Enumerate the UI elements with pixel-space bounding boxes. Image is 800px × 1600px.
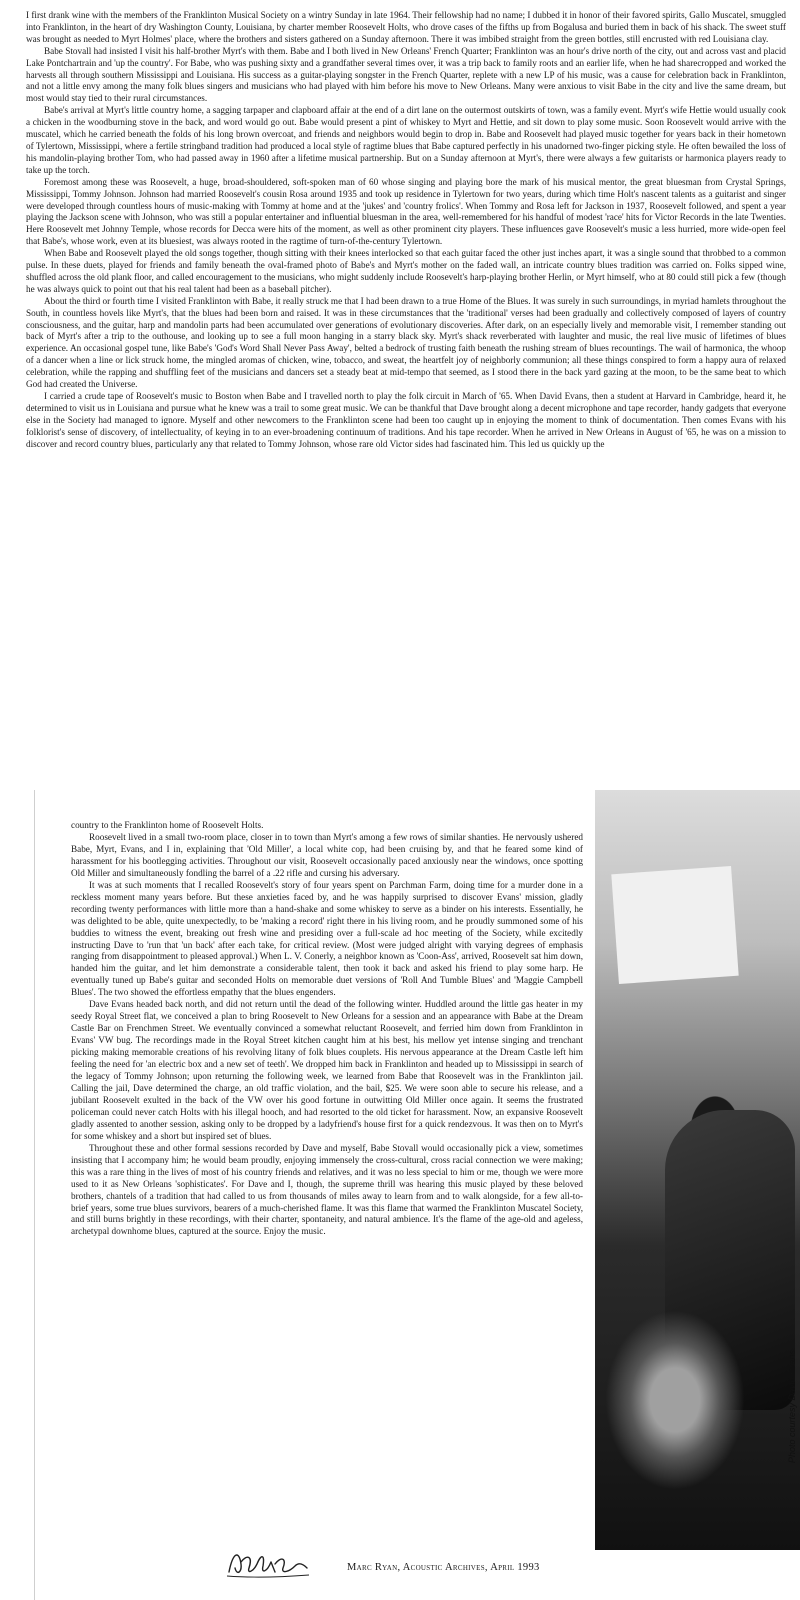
paragraph: I carried a crude tape of Roosevelt's music to Boston when Babe and I travelled north to play the folk circuit in March of '65. When David Evans, then a student at Harvard in Cambridge, heard it, he determined to visit us in Louisiana and pursue what he knew was a trail to some great music. We can be thankful that Dave brought along a decent microphone and tape recorder, handy gadgets that everyone else in the Society had managed to ignore. Myself and other newcomers to the Franklinton scene had been too caught up in enjoying the moment to think of documentation. Then comes Evans with his folklorist's sense of discovery, of intellectuality, of keying in to an ever-broadening continuum of traditions. And his tape recorder. When he arrived in New Orleans in August of '65, he was on a mission to discover and record country blues, particularly any that related to Tommy Johnson, whose rare old Victor sides had fascinated him. This led us quickly up the <box>26 391 786 449</box>
page-gap <box>0 772 800 790</box>
paragraph: Babe Stovall had insisted I visit his half-brother Myrt's with them. Babe and I both lived in New Orleans' French Quarter; Franklinton was an hour's drive north of the city, out and across vast and placid Lake Pontchartrain and 'up the country'. For Babe, who was pushing sixty and a grandfather several times over, it was a trip back to family roots and an earlier life, when he had sharecropped and worked the harvests all through southern Mississippi and Louisiana. His success as a guitar-playing songster in the French Quarter, replete with a new LP of his music, was a cause for celebration back in Franklinton, and not a little envy among the many folk blues singers and musicians who had played with him before his move to New Orleans. Many were anxious to visit Babe in the city and live the same dream, but most would stay tied to their rural circumstances. <box>26 45 786 104</box>
paragraph: Babe's arrival at Myrt's little country home, a sagging tarpaper and clapboard affair at the end of a dirt lane on the outermost outskirts of town, was a family event. Myrt's wife Hettie would usually cook a chicken in the woodburning stove in the back, and word would go out. Babe would present a pint of whiskey to Myrt and Hettie, and sit down to play some music. Soon Roosevelt would arrive with the muscatel, which he carried beneath the folds of his long brown overcoat, and friends and neighbors would begin to drop in. Babe and Roosevelt had played music together for years back in their hometown of Tylertown, Mississippi, where a fertile stringband tradition had produced a local style of ragtime blues that Babe captured perfectly in his unadorned two-finger picking style. He often bewailed the loss of his mandolin-playing brother Tom, who had passed away in 1960 after a lifetime musical partnership. But on a Sunday afternoon at Myrt's, there were always a few guitarists or harmonica players ready to take up the torch. <box>26 105 786 175</box>
photo-guitar <box>605 1310 745 1490</box>
photo-credit: Photo courtesy David Evans <box>787 1350 797 1464</box>
page-1-text-column <box>26 10 786 451</box>
paragraph: Roosevelt lived in a small two-room place, closer in to town than Myrt's among a few rows of similar shanties. He nervously ushered Babe, Myrt, Evans, and I in, explaining that 'Old Miller', a local white cop, had been cruising by, and that he feared some kind of harassment for his bootlegging activities. Throughout our visit, Roosevelt occasionally paced anxiously near the windows, once spotting Old Miller and simultaneously fondling the barrel of a .22 rifle and cursing his adversary. <box>71 831 583 878</box>
paragraph: Foremost among these was Roosevelt, a huge, broad-shouldered, soft-spoken man of 60 whose singing and playing bore the mark of his musical mentor, the great bluesman from Crystal Springs, Mississippi, Tommy Johnson. Johnson had married Roosevelt's cousin Rosa around 1935 and took up residence in Tylertown for two years, during which time Holt's nascent talents as a guitarist and singer were developed through countless hours of music-making with Tommy at home and at the 'jukes' and 'country frolics'. When Tommy and Rosa left for Jackson in 1937, Roosevelt followed, and spent a year playing the Jackson scene with Johnson, who was still a popular entertainer and influential bluesman in the area, well-remembered for his handful of modest 'race' hits for Victor Records in the late Twenties. Here Roosevelt met Johnny Temple, whose records for Decca were hits of the moment, as well as other prominent city players. These influences gave Roosevelt's music a less hurried, more wide-open feel that Babe's, whose work, even at its bluesiest, was always rooted in the ragtime of turn-of-the-century Tylertown. <box>26 176 786 247</box>
photo-window-highlight <box>611 866 738 984</box>
liner-notes-page-2 <box>34 790 800 1600</box>
paragraph: It was at such moments that I recalled Roosevelt's story of four years spent on Parchman Farm, doing time for a murder done in a reckless moment many years before. But these anxieties faced by, and he was happily surprised to discover Evans' mission, gladly recording twenty performances with little more than a hand-shake and some whiskey to serve as a binder on his interests. Essentially, he was delighted to be able, quite unexpectedly, to be 'making a record' right there in his living room, and he proudly summoned some of his buddies to witness the event, breaking out fresh wine and presiding over a full-scale ad hoc meeting of the Society, while excitedly instructing Dave to 'run that 'un back' after each take, for critical review. (Most were judged alright with varying degrees of emphasis ranging from disappointment to pleased approval.) When L. V. Conerly, a neighbor known as 'Coon-Ass', arrived, Roosevelt sat him down, handed him the guitar, and let him demonstrate a considerable talent, then took it back and asked his friend to play some harp. He eventually tuned up Babe's guitar and seconded Holts on memorable duet versions of 'Roll And Tumble Blues' and 'Maggie Campbell Blues'. The two showed the effortless empathy that the blues engenders. <box>71 879 583 998</box>
paragraph: When Babe and Roosevelt played the old songs together, though sitting with their knees interlocked so that each guitar faced the other just inches apart, it was a single sound that throbbed to a common pulse. In these duets, played for friends and family beneath the oval-framed photo of Babe's and Myrt's mother on the faded wall, an intricate country blues tradition was carried on. Folks sipped wine, shuffled across the old plank floor, and called encouragement to the musicians, who might suddenly include Roosevelt's harp-playing brother Herlin, or Myrt himself, who at 80 could still pick a few (though he was always quick to point out that his real talent had been as a baseball pitcher). <box>26 248 786 294</box>
paragraph: About the third or fourth time I visited Franklinton with Babe, it really struck me that I had been drawn to a true Home of the Blues. It was surely in such surroundings, in myriad hamlets throughout the South, in countless hovels like Myrt's, that the blues had been born and raised. It was in these circumstances that the 'traditional' verses had been gradually and collectively composed of layers of country consciousness, and the guitar, harp and mandolin parts had been accumulated over generations of evolutionary discoveries. After dark, on an especially lively and memorable visit, I remember standing out back of Myrt's after a trip to the outhouse, and looking up to see a full moon hanging in a starry black sky. Myrt's shack reverberated with laughter and music, the real live music of lifetimes of blues experience. An occasional gospel tune, like Babe's 'God's Word Shall Never Pass Away', belted a bedrock of trusting faith beneath the rushing stream of blues recountings. The wail of harmonica, the whoop of a dancer when a line or lick struck home, the mingled aromas of chicken, wine, tobacco, and sweat, the heartfelt joy of neighborly communion; all these things conspired to form a happy aura of relaxed celebration, while the rapping and shuffling feet of the musicians and dancers set a steady beat at mid-tempo that seemed, as I stood there in the back yard gazing at the moon, to be the same beat to which God had created the Universe. <box>26 295 786 390</box>
author-attribution: Marc Ryan, Acoustic Archives, April 1993 <box>347 1562 540 1573</box>
author-signature-row <box>223 1542 603 1582</box>
musician-photo <box>595 790 800 1550</box>
paragraph: Dave Evans headed back north, and did not return until the dead of the following winter. Huddled around the little gas heater in my seedy Royal Street flat, we conceived a plan to bring Roosevelt to New Orleans for a session and an appearance with Babe at the Dream Castle Bar on Frenchmen Street. We eventually convinced a somewhat reluctant Roosevelt, and ferried him down from Franklinton in Evans' VW bug. The recordings made in the Royal Street kitchen caught him at his best, his mellow yet intense singing and trenchant picking making memorable creations of his revolving litany of folk blues couplets. His nervous appearance at the Dream Castle left him feeling the need for 'an electric box and a new set of teeth'. We dropped him back in Franklinton and headed up to Mississippi in search of the legacy of Tommy Johnson; upon returning the following week, we learned from Babe that Roosevelt was in the Franklinton jail. Calling the jail, Dave determined the charge, an old traffic violation, and the bail, $25. We were soon able to secure his release, and a jubilant Roosevelt exulted in the back of the VW over his good fortune in outwitting Old Miller once again. It seems the frustrated policeman could never catch Holts with his illegal hooch, and had resorted to the old ticket for harassment. Now, an expansive Roosevelt gladly assented to another session, asking only to be dropped by a ladyfriend's house first for a quick rendezvous. It was then on to Myrt's for some whiskey and a short but inspired set of blues. <box>71 999 583 1141</box>
liner-notes-page-1 <box>0 0 800 770</box>
page-2-text-column <box>71 820 583 1238</box>
handwritten-signature <box>223 1542 313 1582</box>
paragraph: Throughout these and other formal sessions recorded by Dave and myself, Babe Stovall would occasionally pick a view, sometimes insisting that I accompany him; he would beam proudly, enjoying immensely the cross-cultural, cross racial connection we were making; this was a rare thing in the lives of most of his country friends and relatives, and it was no less special to him or me, though we were more used to it as New Orleans 'sophisticates'. For Dave and I, though, the supreme thrill was hearing this music played by these beloved brothers, chantels of a tradition that had called to us from thousands of miles away to learn from and to walk alongside, for a few all-to-brief years, some true blues survivors, bearers of a much-cherished flame. It was this flame that warmed the Franklinton Muscatel Society, and still burns brightly in these recordings, with their charter, spontaneity, and natural ambience. It's the flame of the age-old and ageless, archetypal downhome blues, captured at the source. Enjoy the music. <box>71 1142 583 1237</box>
paragraph: I first drank wine with the members of the Franklinton Musical Society on a wintry Sunday in late 1964. Their fellowship had no name; I dubbed it in honor of their favored spirits, Gallo Muscatel, smuggled into Franklinton, in the heart of dry Washington County, Louisiana, by charter member Roosevelt Holts, who drove cases of the fifths up from Bogalusa and buried them in back of his shack. The sweet stuff was brought as needed to Myrt Holmes' place, where the brothers and sisters gathered on a Sunday afternoon. There it was imbibed straight from the green bottles, still encrusted with red Louisiana clay. <box>26 10 786 44</box>
paragraph: country to the Franklinton home of Roosevelt Holts. <box>71 820 264 830</box>
